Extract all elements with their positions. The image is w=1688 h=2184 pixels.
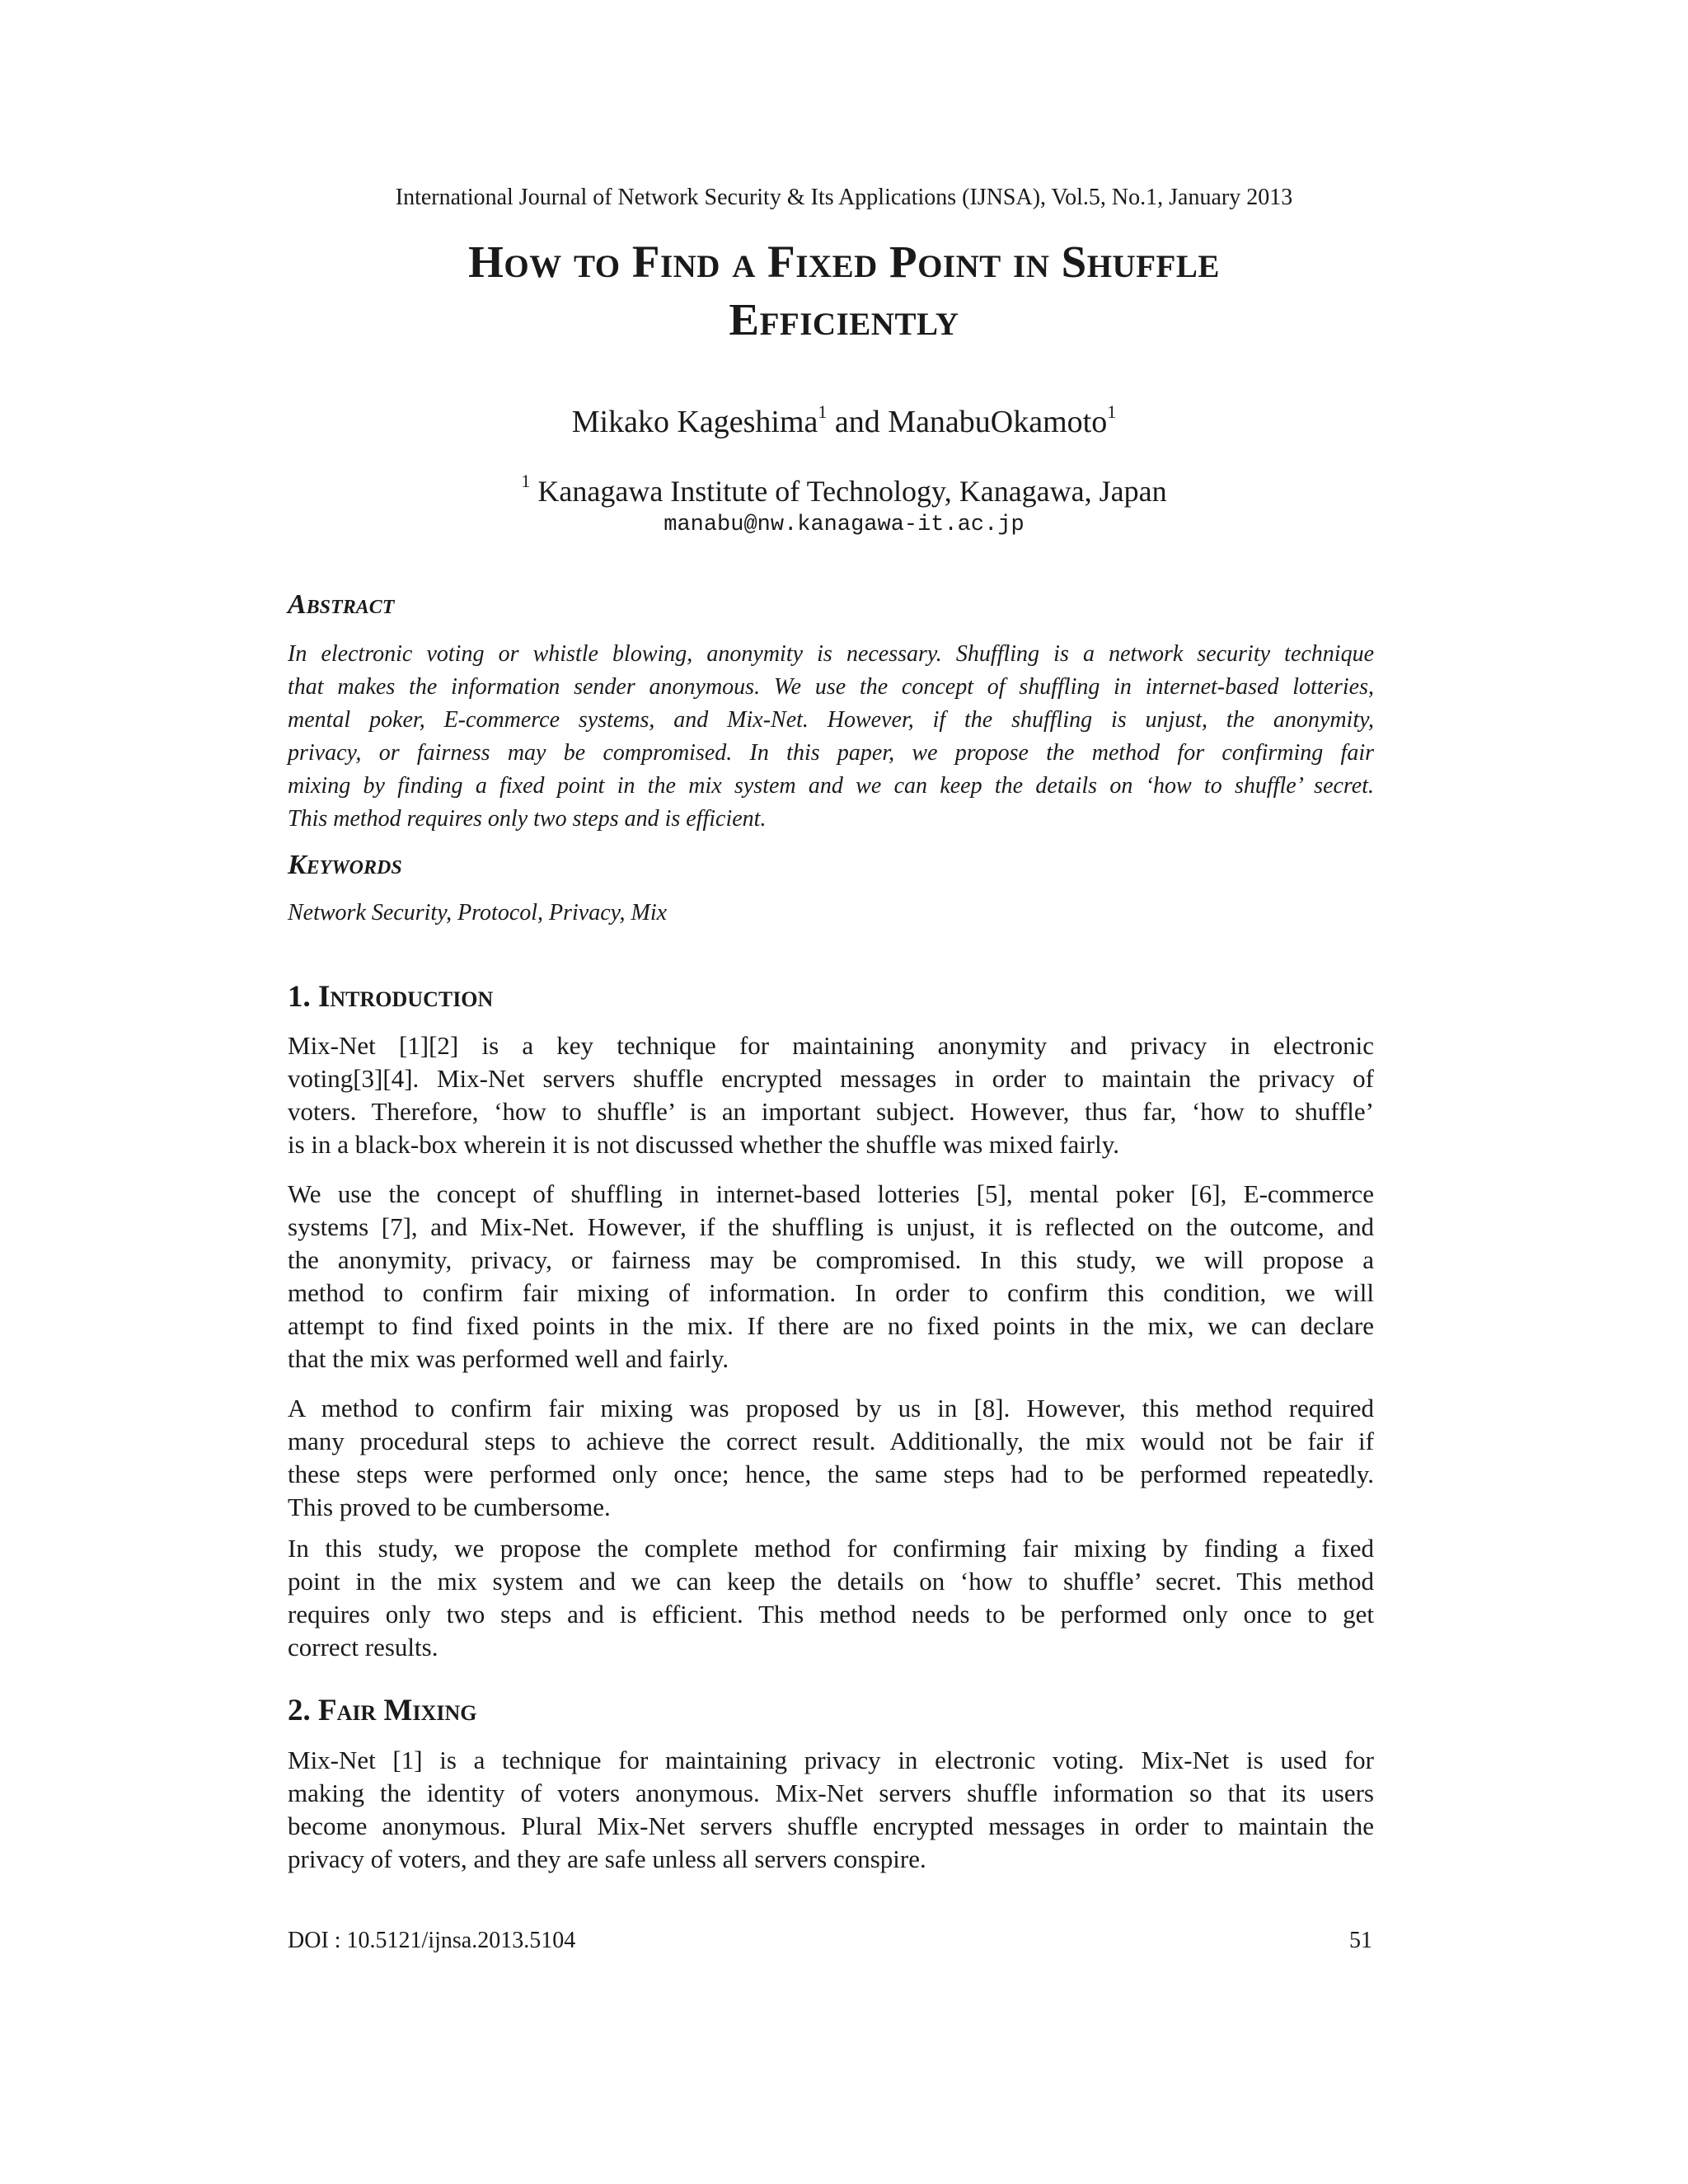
abstract-line: that makes the information sender anonymous. We use the concept of shuffling in internet-based lotteries,	[288, 674, 1374, 700]
text-line: requires only two steps and is efficient. This method needs to be performed only once to get	[288, 1600, 1374, 1629]
title-line-1: How to Find a Fixed Point in Shuffle	[468, 237, 1220, 287]
paragraph	[288, 1029, 1374, 1161]
text-line: voting[3][4]. Mix-Net servers shuffle encrypted messages in order to maintain the privacy of	[288, 1064, 1374, 1093]
text-line: the anonymity, privacy, or fairness may be compromised. In this study, we will propose a	[288, 1245, 1374, 1274]
abstract-line: mixing by finding a fixed point in the mix system and we can keep the details on ‘how to shuffle’ secret.	[288, 773, 1374, 799]
text-line: many procedural steps to achieve the correct result. Additionally, the mix would not be fair if	[288, 1427, 1374, 1455]
affiliation-mark: 1	[521, 471, 531, 491]
text-line: We use the concept of shuffling in internet-based lotteries [5], mental poker [6], E-commerce	[288, 1179, 1374, 1208]
text-line: Mix-Net [1][2] is a key technique for maintaining anonymity and privacy in electronic	[288, 1031, 1374, 1060]
section-heading-fair-mixing: 2. Fair Mixing	[288, 1694, 477, 1727]
title-line-2: Efficiently	[729, 294, 959, 344]
page-number: 51	[1349, 1928, 1372, 1953]
paragraph	[288, 1392, 1374, 1524]
text-line: systems [7], and Mix-Net. However, if the shuffling is unjust, it is reflected on the outcome, and	[288, 1212, 1374, 1241]
text-line: become anonymous. Plural Mix-Net servers shuffle encrypted messages in order to maintain the	[288, 1811, 1374, 1840]
author-name: Mikako Kageshima	[571, 405, 818, 439]
affiliation	[0, 472, 1688, 510]
author-connector: and	[827, 405, 889, 439]
text-line: attempt to find fixed points in the mix. If there are no fixed points in the mix, we can declare	[288, 1311, 1374, 1340]
author-list	[0, 401, 1688, 443]
paragraph	[288, 1744, 1374, 1876]
abstract-heading: Abstract	[288, 589, 395, 620]
abstract-line: In electronic voting or whistle blowing, anonymity is necessary. Shuffling is a network security technique	[288, 641, 1374, 667]
text-line: A method to confirm fair mixing was proposed by us in [8]. However, this method required	[288, 1394, 1374, 1422]
text-line: This proved to be cumbersome.	[288, 1493, 611, 1521]
text-line: that the mix was performed well and fairly.	[288, 1344, 729, 1373]
abstract-line: This method requires only two steps and is efficient.	[288, 806, 767, 832]
text-line: voters. Therefore, ‘how to shuffle’ is an important subject. However, thus far, ‘how to shuffle’	[288, 1097, 1374, 1126]
text-line: privacy of voters, and they are safe unless all servers conspire.	[288, 1844, 926, 1873]
author-name: ManabuOkamoto	[888, 405, 1108, 439]
paper-title	[247, 233, 1441, 349]
footer-doi: DOI : 10.5121/ijnsa.2013.5104	[288, 1928, 576, 1953]
author-affiliation-mark: 1	[1107, 401, 1117, 422]
text-line: point in the mix system and we can keep the details on ‘how to shuffle’ secret. This method	[288, 1567, 1374, 1596]
text-line: Mix-Net [1] is a technique for maintaining privacy in electronic voting. Mix-Net is used for	[288, 1746, 1374, 1774]
text-line: In this study, we propose the complete method for confirming fair mixing by finding a fixed	[288, 1534, 1374, 1563]
paragraph	[288, 1532, 1374, 1664]
text-line: method to confirm fair mixing of information. In order to confirm this condition, we will	[288, 1278, 1374, 1307]
author-affiliation-mark: 1	[818, 401, 828, 422]
keywords-list: Network Security, Protocol, Privacy, Mix	[288, 900, 668, 926]
abstract-line: privacy, or fairness may be compromised. In this paper, we propose the method for confirming fair	[288, 740, 1374, 766]
paragraph	[288, 1178, 1374, 1376]
journal-header: International Journal of Network Security & Its Applications (IJNSA), Vol.5, No.1, January 2013	[395, 185, 1293, 210]
affiliation-text: Kanagawa Institute of Technology, Kanagawa, Japan	[537, 475, 1167, 508]
keywords-heading: Keywords	[288, 850, 402, 880]
text-line: correct results.	[288, 1633, 438, 1661]
abstract-line: mental poker, E-commerce systems, and Mix-Net. However, if the shuffling is unjust, the anonymity,	[288, 707, 1374, 733]
text-line: making the identity of voters anonymous. Mix-Net servers shuffle information so that its users	[288, 1779, 1374, 1807]
abstract-body	[288, 638, 1374, 836]
section-heading-introduction: 1. Introduction	[288, 980, 494, 1014]
text-line: is in a black-box wherein it is not discussed whether the shuffle was mixed fairly.	[288, 1130, 1119, 1159]
text-line: these steps were performed only once; hence, the same steps had to be performed repeatedly.	[288, 1460, 1374, 1488]
author-email: manabu@nw.kanagawa-it.ac.jp	[663, 513, 1025, 537]
